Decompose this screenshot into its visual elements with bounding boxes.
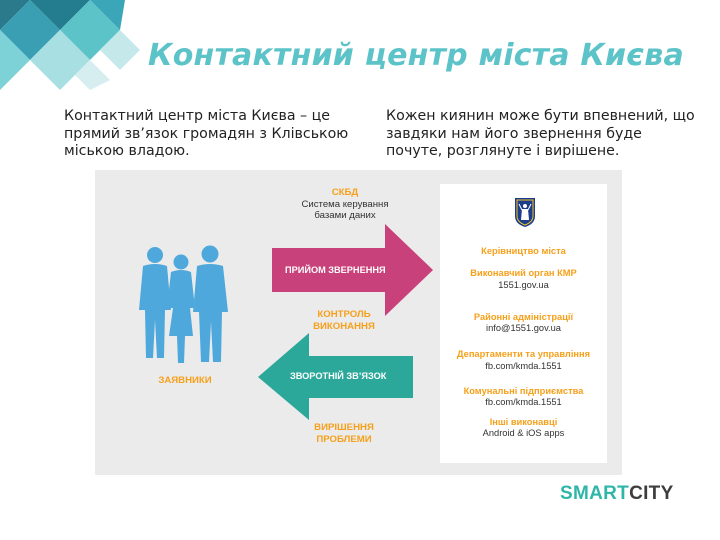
applicants-icon [135, 238, 235, 368]
resolve-label-2: ПРОБЛЕМИ [316, 434, 372, 445]
recipient-1-sub: 1551.gov.ua [498, 280, 549, 290]
skbd-sub2: базами даних [314, 210, 376, 221]
recipient-5-sub: Android & iOS apps [482, 428, 565, 438]
recipient-2-sub: info@1551.gov.ua [486, 323, 561, 333]
arrow-intake-label: ПРИЙОМ ЗВЕРНЕННЯ [285, 265, 386, 275]
recipient-0-name: Керівництво міста [481, 246, 566, 256]
recipient-3-name: Департаменти та управління [456, 349, 591, 359]
recipient-2-name: Районні адміністрації [473, 312, 574, 322]
intro-text-left: Контактний центр міста Києва – це прямий зв’язок громадян з Клівською міською владою. [64, 108, 349, 159]
arrow-feedback-label: ЗВОРОТНІЙ ЗВ’ЯЗОК [290, 371, 387, 381]
recipient-4-sub: fb.com/kmda.1551 [485, 397, 562, 407]
brand-part-1: SMART [560, 483, 630, 504]
page-title: Контактний центр міста Києва [148, 38, 684, 73]
control-label-1: КОНТРОЛЬ [317, 309, 371, 320]
intro-text-right: Кожен киянин може бути впевнений, що завдяки нам його звернення буде почуте, розглянуте і вирішене. [386, 108, 695, 159]
skbd-title: СКБД [331, 187, 359, 198]
recipient-3-sub: fb.com/kmda.1551 [485, 361, 562, 371]
applicants-label: ЗАЯВНИКИ [158, 375, 212, 386]
kyiv-coat-of-arms-icon [513, 196, 537, 228]
recipient-5-name: Інші виконавці [489, 417, 558, 427]
brand-part-2: CITY [629, 483, 674, 504]
recipient-4-name: Комунальні підприємства [463, 386, 584, 396]
control-label-2: ВИКОНАННЯ [313, 321, 375, 332]
recipient-1-name: Виконавчий орган КМР [470, 268, 577, 278]
skbd-sub1: Система керування [301, 199, 389, 210]
smartcity-logo [560, 483, 674, 505]
resolve-label-1: ВИРІШЕННЯ [314, 422, 374, 433]
